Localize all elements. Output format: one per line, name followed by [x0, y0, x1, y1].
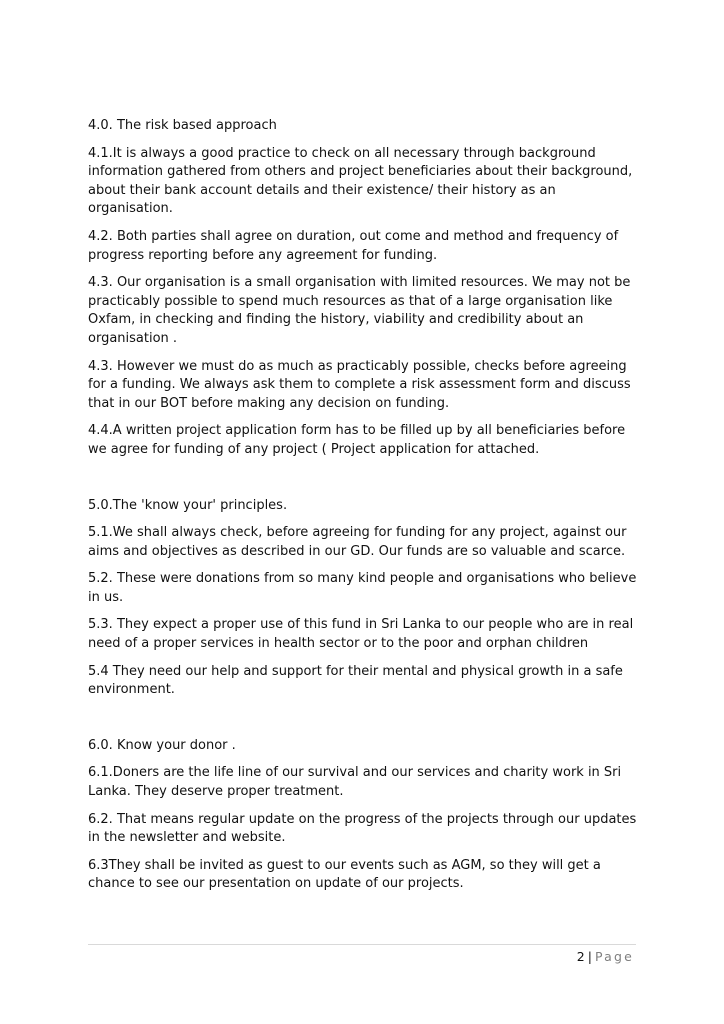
paragraph: 4.2. Both parties shall agree on duration, out come and method and frequency of progress reporting before any agreement for funding. [88, 228, 619, 263]
section-risk-based-approach [88, 117, 638, 460]
page-number: 2 [576, 949, 585, 964]
section-spacer [88, 469, 638, 497]
page-label: Page [594, 949, 634, 964]
section-know-your-principles [88, 497, 638, 700]
paragraph: 4.3. However we must do as much as practicably possible, checks before agreeing for a funding. We always ask them to complete a risk assessment form and discuss that in our BOT before making any decision on funding. [88, 358, 631, 411]
page-footer [577, 949, 634, 965]
document-body [88, 117, 638, 903]
paragraph: 5.4 They need our help and support for their mental and physical growth in a safe environment. [88, 663, 623, 698]
paragraph: 5.3. They expect a proper use of this fund in Sri Lanka to our people who are in real need of a proper services in health sector or to the poor and orphan children [88, 617, 634, 652]
paragraph: 6.1.Doners are the life line of our survival and our services and charity work in Sri Lanka. They deserve proper treatment. [88, 765, 622, 800]
paragraph: 4.3. Our organisation is a small organisation with limited resources. We may not be practicably possible to spend much resources as that of a large organisation like Oxfam, in checking and finding the history, viability and credibility about an organisation . [88, 275, 631, 346]
paragraph: 5.2. These were donations from so many kind people and organisations who believe in us. [88, 571, 637, 605]
paragraph: 6.2. That means regular update on the progress of the projects through our updates in the newsletter and website. [88, 811, 637, 846]
section-know-your-donor [88, 737, 638, 894]
footer-divider [88, 944, 636, 945]
paragraph: 4.1.It is always a good practice to check on all necessary through background information gathered from others and project beneficiaries about their background, about their bank account details and their existence/ their history as an organisation. [88, 145, 633, 217]
paragraph: 6.3They shall be invited as guest to our events such as AGM, so they will get a chance to see our presentation on update of our projects. [88, 857, 601, 892]
paragraph: 4.4.A written project application form has to be filled up by all beneficiaries before we agree for funding of any project ( Project application for attached. [88, 423, 626, 457]
section-spacer [88, 709, 638, 737]
section-heading: 6.0. Know your donor . [88, 737, 236, 753]
section-heading: 5.0.The 'know your' principles. [88, 497, 288, 513]
paragraph: 5.1.We shall always check, before agreeing for funding for any project, against our aims and objectives as described in our GD. Our funds are so valuable and scarce. [88, 525, 627, 559]
footer-separator: | [587, 949, 592, 964]
section-heading: 4.0. The risk based approach [88, 118, 277, 133]
